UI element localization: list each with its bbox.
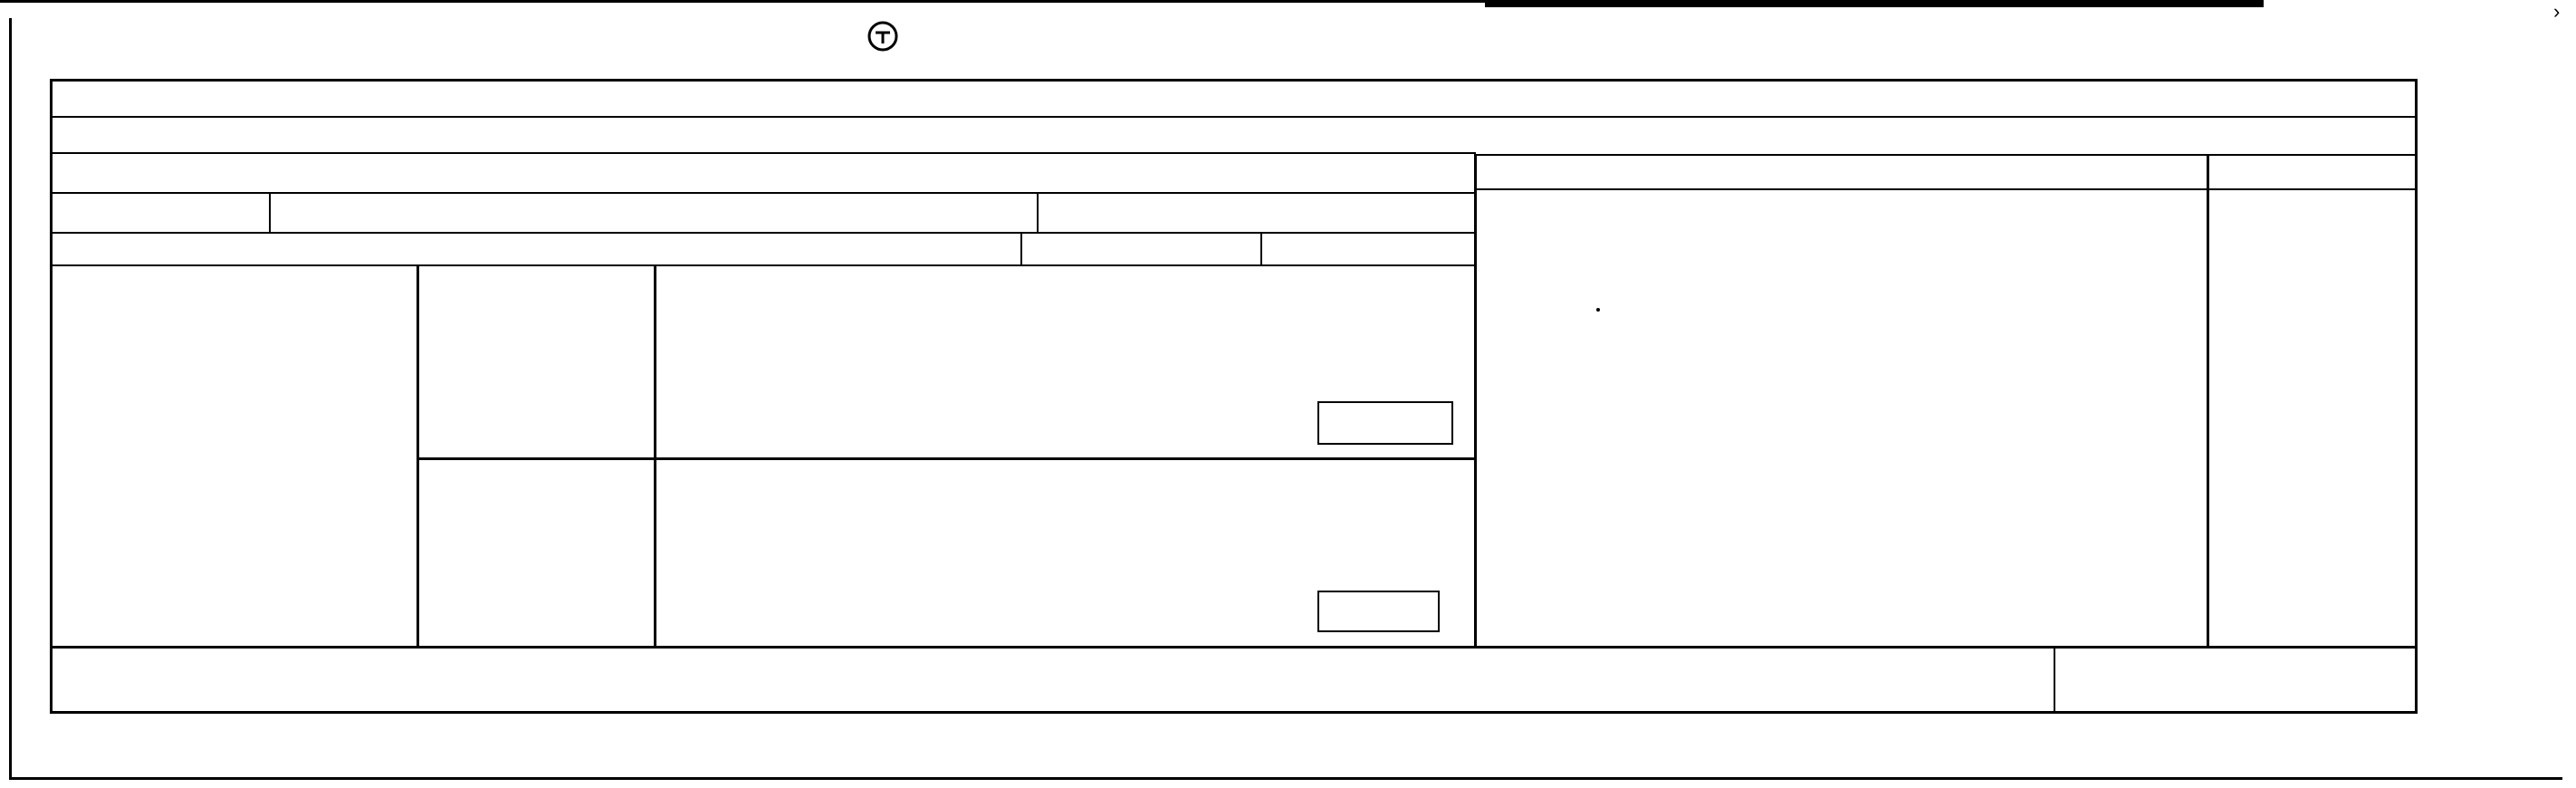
row-rule <box>50 152 1476 154</box>
row-rule <box>50 646 2418 649</box>
documento-cell <box>279 197 286 226</box>
row-rule <box>417 457 1476 460</box>
signature-mark <box>1596 308 1600 312</box>
top-rule-thick <box>1485 0 2264 7</box>
row-rule <box>1476 154 2418 156</box>
side-warning <box>2418 79 2432 695</box>
barcode <box>1508 11 2232 74</box>
row-rule <box>50 264 1476 266</box>
visit2-time-box[interactable] <box>1317 591 1440 632</box>
bottom-rule <box>9 777 2562 780</box>
row-rule <box>1476 188 2418 190</box>
col-rule <box>1020 232 1022 264</box>
side-panel <box>2418 79 2576 713</box>
row-rule <box>50 192 1476 194</box>
col-rule <box>1260 232 1262 264</box>
col-rule <box>654 264 656 646</box>
visit1-time-box[interactable] <box>1317 401 1453 445</box>
top-rule <box>0 0 1485 3</box>
left-bracket <box>9 18 12 779</box>
col-rule <box>2054 646 2055 711</box>
certipostal-logo-icon <box>865 20 901 53</box>
col-rule <box>417 264 419 646</box>
certipostal-logo <box>851 20 915 57</box>
col-rule <box>1474 154 1477 648</box>
admision-cell <box>1046 197 1058 226</box>
col-rule <box>269 192 271 232</box>
col-rule <box>2207 154 2209 648</box>
form-top-rule <box>50 79 2418 82</box>
form-left-rule <box>50 79 53 713</box>
col-rule <box>1037 192 1039 232</box>
form-bottom-rule <box>50 711 2418 714</box>
row-rule <box>50 116 2418 118</box>
corner-mark: › <box>2553 0 2561 23</box>
